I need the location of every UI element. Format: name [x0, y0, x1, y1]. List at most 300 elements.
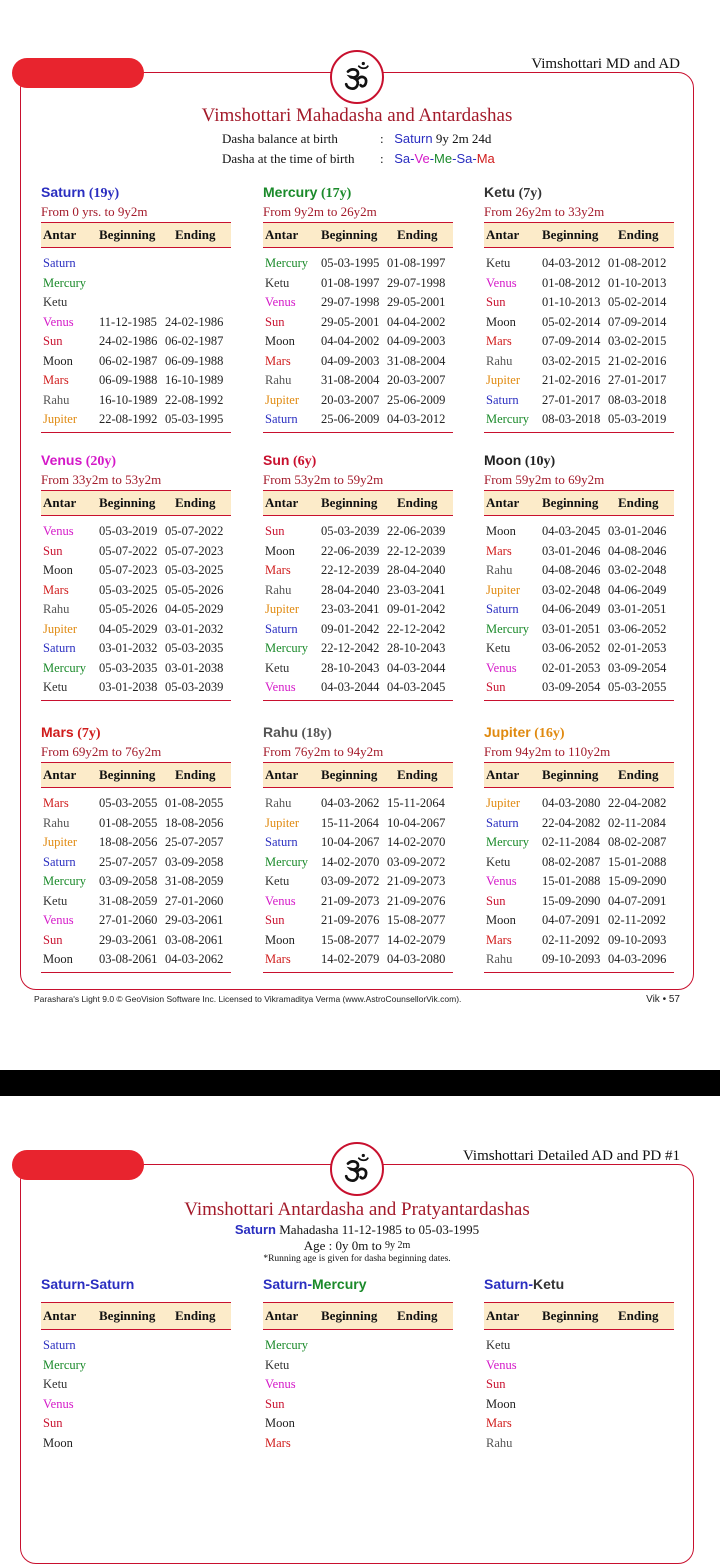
antar-planet: Moon [265, 1416, 295, 1431]
ending-date: 14-02-2070 [387, 835, 446, 850]
table-row [263, 814, 453, 834]
beginning-date: 14-02-2070 [321, 854, 380, 869]
beginning-date: 02-11-2084 [542, 835, 600, 850]
mahadasha-block-ketu [484, 184, 674, 433]
table-row [263, 1434, 453, 1454]
page-separator [0, 1070, 720, 1096]
table-row [41, 1336, 231, 1356]
antardasha-rows [484, 522, 674, 701]
table-row [41, 293, 231, 313]
antar-planet: Ketu [486, 854, 511, 869]
antardasha-sub: Mercury [312, 1276, 367, 1292]
mahadasha-line [0, 1222, 714, 1238]
ending-date: 15-09-2090 [608, 874, 667, 889]
sequence-part: Ve [414, 151, 430, 166]
mahadasha-years: (10y) [521, 454, 556, 469]
pratyantar-rows [41, 1336, 231, 1455]
header-antar: Antar [486, 1308, 520, 1323]
header-ending: Ending [175, 767, 216, 782]
header-ending: Ending [397, 495, 438, 510]
ending-date: 05-03-2019 [608, 412, 667, 427]
table-row [263, 254, 453, 274]
dasha-balance-label: Dasha balance at birth [222, 131, 338, 146]
ending-date: 16-10-1989 [165, 373, 224, 388]
antar-planet: Jupiter [265, 392, 300, 407]
ending-date: 03-01-2032 [165, 621, 224, 636]
antardasha-rows [263, 254, 453, 433]
table-row [41, 371, 231, 391]
beginning-date: 04-09-2003 [321, 353, 380, 368]
mahadasha-planet: Rahu [263, 724, 298, 740]
table-header [41, 222, 231, 248]
beginning-date: 04-08-2046 [542, 563, 601, 578]
table-row [263, 872, 453, 892]
ending-date: 21-09-2073 [387, 874, 446, 889]
ending-date: 03-08-2061 [165, 932, 224, 947]
table-row [41, 1356, 231, 1376]
beginning-date: 28-10-2043 [321, 660, 380, 675]
antar-planet: Mars [486, 932, 512, 947]
ending-date: 05-03-2039 [165, 680, 224, 695]
age-text: Age : 0y 0m to [303, 1238, 382, 1253]
beginning-date: 21-09-2076 [321, 913, 380, 928]
antar-planet: Venus [486, 874, 517, 889]
antar-planet: Rahu [43, 815, 70, 830]
table-row [41, 561, 231, 581]
ending-date: 03-02-2015 [608, 334, 667, 349]
antar-planet: Ketu [265, 874, 290, 889]
header-antar: Antar [265, 1308, 299, 1323]
ending-date: 04-05-2029 [165, 602, 224, 617]
header-beginning: Beginning [542, 227, 599, 242]
beginning-date: 03-01-2046 [542, 543, 601, 558]
antardasha-rows [41, 794, 231, 973]
antar-planet: Venus [265, 893, 296, 908]
sequence-part: Me [434, 151, 453, 166]
antar-planet: Sun [265, 314, 285, 329]
header-ending: Ending [618, 767, 659, 782]
mahadasha-title [263, 452, 453, 471]
antardasha-main: Saturn [484, 1276, 529, 1292]
beginning-date: 21-02-2016 [542, 373, 601, 388]
table-row [41, 332, 231, 352]
beginning-date: 09-01-2042 [321, 621, 380, 636]
table-header [484, 762, 674, 788]
antar-planet: Mars [486, 543, 512, 558]
antar-planet: Jupiter [265, 815, 300, 830]
table-header [484, 222, 674, 248]
antar-planet: Venus [486, 275, 517, 290]
table-row [484, 274, 674, 294]
ending-date: 22-06-2039 [387, 524, 446, 539]
antar-planet: Sun [43, 334, 63, 349]
antar-planet: Saturn [265, 835, 298, 850]
table-row [41, 931, 231, 951]
mahadasha-years: (17y) [317, 186, 352, 201]
table-row [484, 950, 674, 970]
table-row [41, 352, 231, 372]
table-row [484, 659, 674, 679]
ending-date: 15-11-2064 [387, 796, 445, 811]
ending-date: 04-03-2062 [165, 952, 224, 967]
dasha-balance-line: Dasha balance at birth : Saturn 9y 2m 24d [222, 131, 492, 146]
table-row [484, 391, 674, 411]
dasha-sequence [394, 151, 495, 166]
header-beginning: Beginning [542, 767, 599, 782]
ending-date: 23-03-2041 [387, 582, 446, 597]
ending-date: 04-03-2012 [387, 412, 446, 427]
beginning-date: 05-07-2022 [99, 543, 158, 558]
antar-planet: Jupiter [486, 796, 521, 811]
antar-planet: Jupiter [265, 602, 300, 617]
table-row [484, 1375, 674, 1395]
beginning-date: 08-03-2018 [542, 412, 601, 427]
table-row [41, 814, 231, 834]
ending-date: 01-08-1997 [387, 256, 446, 271]
antar-planet: Rahu [486, 1435, 513, 1450]
table-row [263, 313, 453, 333]
antar-planet: Moon [43, 563, 73, 578]
antar-planet: Venus [265, 1377, 296, 1392]
pratyantar-rows [484, 1336, 674, 1455]
beginning-date: 03-02-2048 [542, 582, 601, 597]
beginning-date: 11-12-1985 [99, 314, 157, 329]
table-row [41, 600, 231, 620]
antardasha-block-saturn-saturn [41, 1276, 231, 1455]
ending-date: 03-09-2072 [387, 854, 446, 869]
ending-date: 28-04-2040 [387, 563, 446, 578]
header-ending: Ending [175, 227, 216, 242]
antar-planet: Saturn [43, 1338, 76, 1353]
table-row [41, 794, 231, 814]
mahadasha-block-sun [263, 452, 453, 701]
beginning-date: 27-01-2060 [99, 913, 158, 928]
antardasha-block-saturn-mercury [263, 1276, 453, 1455]
antar-planet: Moon [43, 353, 73, 368]
mahadasha-title [263, 724, 453, 743]
mahadasha-title [41, 452, 231, 471]
beginning-date: 03-06-2052 [542, 641, 601, 656]
ending-date: 03-06-2052 [608, 621, 667, 636]
header-ending: Ending [397, 1308, 438, 1323]
antar-planet: Moon [486, 314, 516, 329]
antar-planet: Ketu [43, 295, 68, 310]
mahadasha-block-saturn [41, 184, 231, 433]
antar-planet: Venus [265, 680, 296, 695]
table-row [484, 410, 674, 430]
mahadasha-title [41, 184, 231, 203]
ending-date: 03-02-2048 [608, 563, 667, 578]
table-row [263, 561, 453, 581]
om-symbol-icon [330, 1142, 384, 1196]
antar-planet: Jupiter [486, 373, 521, 388]
antar-planet: Mercury [265, 1338, 309, 1353]
beginning-date: 15-09-2090 [542, 893, 601, 908]
table-row [263, 274, 453, 294]
beginning-date: 23-03-2041 [321, 602, 380, 617]
table-row [263, 659, 453, 679]
beginning-date: 05-05-2026 [99, 602, 158, 617]
table-row [484, 931, 674, 951]
table-row [484, 833, 674, 853]
mahadasha-years: (20y) [82, 454, 117, 469]
antar-planet: Ketu [43, 680, 68, 695]
antar-planet: Moon [265, 932, 295, 947]
table-row [484, 620, 674, 640]
table-row [484, 1414, 674, 1434]
ending-date: 04-06-2049 [608, 582, 667, 597]
header-antar: Antar [265, 767, 299, 782]
table-row [41, 892, 231, 912]
table-row [484, 892, 674, 912]
beginning-date: 22-08-1992 [99, 412, 158, 427]
antar-planet: Mars [43, 796, 69, 811]
beginning-date: 18-08-2056 [99, 835, 158, 850]
antar-planet: Venus [265, 295, 296, 310]
header-antar: Antar [265, 495, 299, 510]
header-ending: Ending [618, 495, 659, 510]
page-title: Vimshottari Mahadasha and Antardashas [201, 105, 513, 126]
table-row [263, 950, 453, 970]
dasha-balance-planet: Saturn [394, 131, 433, 146]
antardasha-rows [41, 254, 231, 433]
antar-planet: Sun [265, 524, 285, 539]
antardasha-main: Saturn [41, 1276, 86, 1292]
header-beginning: Beginning [542, 1308, 599, 1323]
beginning-date: 09-10-2093 [542, 952, 601, 967]
ending-date: 29-03-2061 [165, 913, 224, 928]
antar-planet: Saturn [486, 815, 519, 830]
footer-license-text: Parashara's Light 9.0 © GeoVision Software Inc. Licensed to Vikramaditya Verma (www.AstroCounsellorVik.com). [34, 994, 462, 1004]
header-beginning: Beginning [321, 227, 378, 242]
beginning-date: 04-05-2029 [99, 621, 158, 636]
table-row [263, 1336, 453, 1356]
table-row [263, 352, 453, 372]
om-symbol-icon [330, 50, 384, 104]
antar-planet: Mercury [486, 621, 530, 636]
antar-planet: Rahu [486, 563, 513, 578]
beginning-date: 04-07-2091 [542, 913, 601, 928]
table-row [263, 293, 453, 313]
beginning-date: 05-03-2039 [321, 524, 380, 539]
beginning-date: 31-08-2004 [321, 373, 380, 388]
ending-date: 05-03-2055 [608, 680, 667, 695]
antar-planet: Mars [43, 373, 69, 388]
mahadasha-planet: Moon [484, 452, 522, 468]
antar-planet: Rahu [265, 796, 292, 811]
ending-date: 04-08-2046 [608, 543, 667, 558]
antar-planet: Sun [486, 295, 506, 310]
mahadasha-age-range: From 53y2m to 59y2m [263, 472, 384, 487]
ending-date: 01-08-2012 [608, 256, 667, 271]
antar-planet: Venus [486, 1357, 517, 1372]
dasha-at-birth-line: Dasha at the time of birth : Sa-Ve-Me-Sa-Ma [222, 151, 495, 166]
table-row [263, 911, 453, 931]
header-beginning: Beginning [321, 1308, 378, 1323]
header-ending: Ending [397, 227, 438, 242]
table-row [263, 678, 453, 698]
beginning-date: 22-12-2042 [321, 641, 380, 656]
antar-planet: Ketu [265, 275, 290, 290]
table-row [484, 678, 674, 698]
table-row [263, 1375, 453, 1395]
mahadasha-title [41, 724, 231, 743]
antar-planet: Rahu [265, 582, 292, 597]
antar-planet: Rahu [43, 392, 70, 407]
ending-date: 09-10-2093 [608, 932, 667, 947]
antar-planet: Ketu [486, 641, 511, 656]
beginning-date: 31-08-2059 [99, 893, 158, 908]
antar-planet: Sun [486, 1377, 506, 1392]
antar-planet: Ketu [265, 660, 290, 675]
table-row [41, 542, 231, 562]
ending-date: 27-01-2060 [165, 893, 224, 908]
table-header [263, 1302, 453, 1330]
antar-planet: Mercury [486, 412, 530, 427]
antardasha-rows [484, 794, 674, 973]
antar-planet: Moon [265, 334, 295, 349]
beginning-date: 25-07-2057 [99, 854, 158, 869]
table-row [484, 814, 674, 834]
header-antar: Antar [43, 495, 77, 510]
ending-date: 05-07-2022 [165, 524, 224, 539]
antar-planet: Saturn [486, 392, 519, 407]
beginning-date: 01-08-1997 [321, 275, 380, 290]
table-header [484, 1302, 674, 1330]
age-line [0, 1238, 714, 1254]
beginning-date: 04-03-2080 [542, 796, 601, 811]
table-row [41, 313, 231, 333]
antar-planet: Rahu [43, 602, 70, 617]
mahadasha-block-moon [484, 452, 674, 701]
antar-planet: Saturn [486, 602, 519, 617]
mahadasha-age-range: From 76y2m to 94y2m [263, 744, 384, 759]
header-beginning: Beginning [99, 495, 156, 510]
table-header [41, 490, 231, 516]
antar-planet: Ketu [486, 256, 511, 271]
mahadasha-block-mercury [263, 184, 453, 433]
table-row [484, 1434, 674, 1454]
ending-date: 06-02-1987 [165, 334, 224, 349]
antar-planet: Venus [43, 1396, 74, 1411]
table-row [41, 853, 231, 873]
ending-date: 29-07-1998 [387, 275, 446, 290]
antar-planet: Mercury [43, 660, 87, 675]
ending-date: 03-01-2051 [608, 602, 667, 617]
ending-date: 06-09-1988 [165, 353, 224, 368]
mahadasha-title [263, 184, 453, 203]
table-header [484, 490, 674, 516]
mahadasha-block-mars [41, 724, 231, 973]
ending-date: 31-08-2004 [387, 353, 446, 368]
beginning-date: 05-03-2035 [99, 660, 158, 675]
sequence-part: - [429, 151, 435, 166]
antar-planet: Moon [43, 1435, 73, 1450]
table-header [263, 222, 453, 248]
table-header [41, 1302, 231, 1330]
table-row [41, 410, 231, 430]
table-row [41, 659, 231, 679]
mahadasha-planet: Saturn [41, 184, 86, 200]
table-row [41, 620, 231, 640]
antar-planet: Jupiter [43, 621, 78, 636]
beginning-date: 01-10-2013 [542, 295, 601, 310]
mahadasha-block-venus [41, 452, 231, 701]
beginning-date: 29-07-1998 [321, 295, 380, 310]
antar-planet: Rahu [265, 373, 292, 388]
sequence-part: Ma [476, 151, 495, 166]
sequence-part: - [410, 151, 415, 166]
beginning-date: 16-10-1989 [99, 392, 158, 407]
table-row [263, 581, 453, 601]
mahadasha-planet: Mars [41, 724, 74, 740]
ending-date: 20-03-2007 [387, 373, 446, 388]
table-row [263, 892, 453, 912]
table-row [484, 853, 674, 873]
header-beginning: Beginning [99, 767, 156, 782]
mahadasha-age-range: From 94y2m to 110y2m [484, 744, 611, 759]
antar-planet: Saturn [43, 854, 76, 869]
table-row [484, 542, 674, 562]
footer-page-number: Vik • 57 [646, 994, 680, 1005]
table-row [263, 833, 453, 853]
ending-date: 05-02-2014 [608, 295, 667, 310]
mahadasha-title [484, 452, 674, 471]
antardasha-title [263, 1276, 453, 1295]
beginning-date: 20-03-2007 [321, 392, 380, 407]
table-row [41, 1375, 231, 1395]
beginning-date: 28-04-2040 [321, 582, 380, 597]
antardasha-block-saturn-ketu [484, 1276, 674, 1455]
ending-date: 25-06-2009 [387, 392, 446, 407]
beginning-date: 03-01-2051 [542, 621, 601, 636]
antardasha-title [41, 1276, 231, 1295]
header-ending: Ending [175, 495, 216, 510]
beginning-date: 05-03-1995 [321, 256, 380, 271]
beginning-date: 05-03-2019 [99, 524, 158, 539]
antardasha-main: Saturn [263, 1276, 308, 1292]
table-row [41, 950, 231, 970]
table-row [484, 313, 674, 333]
ending-date: 04-03-2044 [387, 660, 446, 675]
mahadasha-range: Mahadasha 11-12-1985 to 05-03-1995 [279, 1222, 480, 1237]
antar-planet: Sun [486, 893, 506, 908]
antar-planet: Jupiter [43, 412, 78, 427]
beginning-date: 03-08-2061 [99, 952, 158, 967]
table-row [41, 1414, 231, 1434]
antar-planet: Venus [43, 913, 74, 928]
table-row [41, 1434, 231, 1454]
ending-date: 21-09-2076 [387, 893, 446, 908]
table-row [263, 1414, 453, 1434]
ending-date: 02-01-2053 [608, 641, 667, 656]
mahadasha-years: (7y) [73, 726, 101, 741]
antardasha-rows [41, 522, 231, 701]
beginning-date: 04-03-2012 [542, 256, 601, 271]
table-header [263, 762, 453, 788]
antar-planet: Saturn [265, 621, 298, 636]
ending-date: 05-07-2023 [165, 543, 224, 558]
table-row [263, 931, 453, 951]
antar-planet: Moon [265, 543, 295, 558]
table-row [484, 1336, 674, 1356]
header-ending: Ending [618, 227, 659, 242]
beginning-date: 07-09-2014 [542, 334, 601, 349]
antar-planet: Sun [43, 932, 63, 947]
header-beginning: Beginning [99, 1308, 156, 1323]
antar-planet: Rahu [486, 952, 513, 967]
table-row [484, 639, 674, 659]
